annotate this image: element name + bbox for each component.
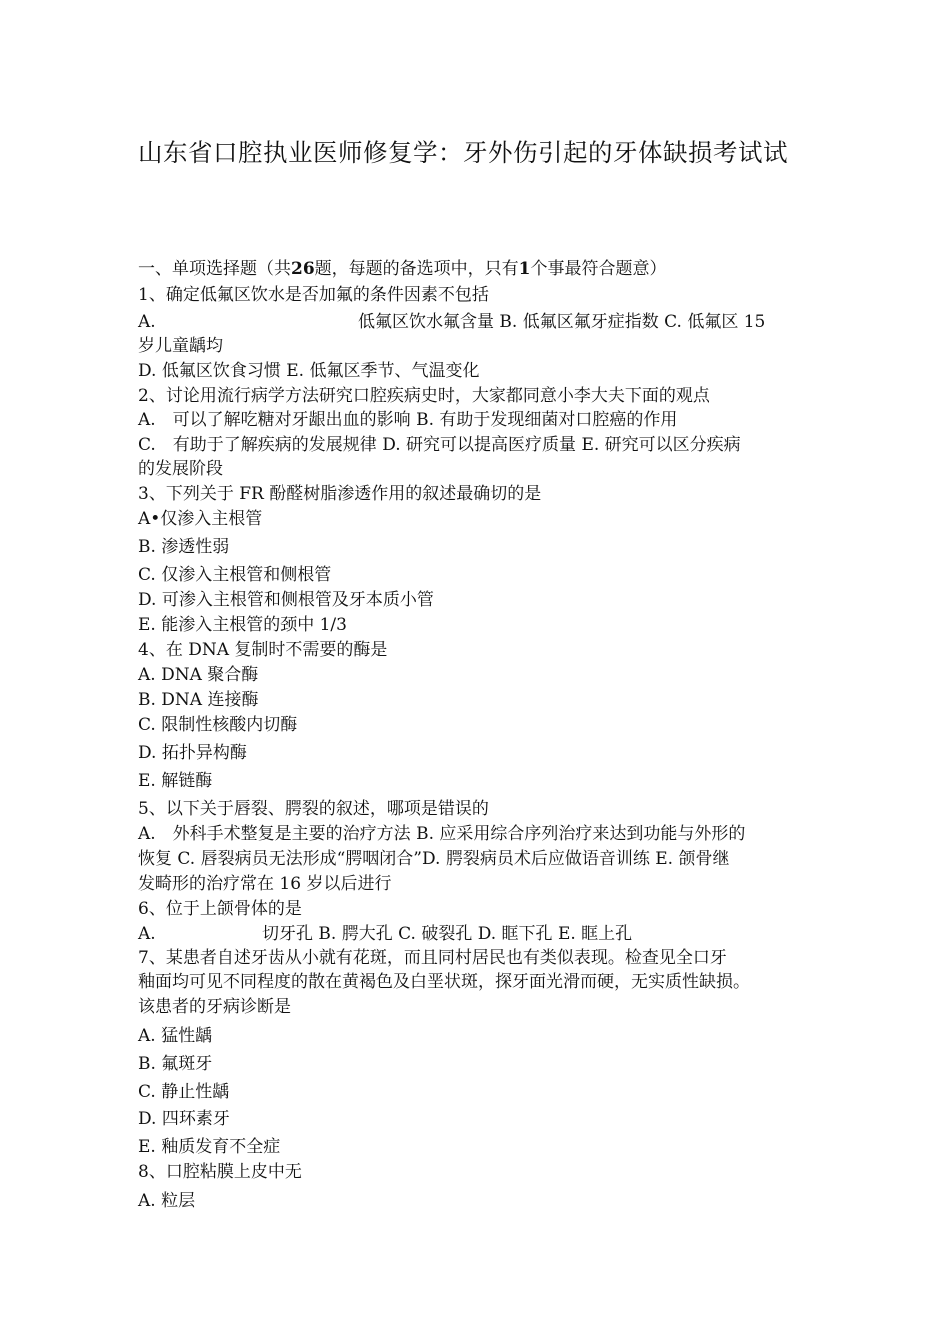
answer-count: 1 bbox=[518, 259, 531, 279]
option-line: 恢复 C. 唇裂病员无法形成“腭咽闭合”D. 腭裂病员术后应做语音训练 E. 颌骨继 bbox=[138, 849, 730, 869]
option-line: A•仅渗入主根管 bbox=[138, 509, 263, 529]
option-line: B. 渗透性弱 bbox=[138, 537, 230, 557]
question-2: 2、讨论用流行病学方法研究口腔疾病史时，大家都同意小李大夫下面的观点 bbox=[138, 386, 710, 406]
section-suffix: 个事最符合题意） bbox=[530, 259, 667, 279]
question-count: 26 bbox=[291, 259, 315, 279]
option-line: E. 釉质发育不全症 bbox=[138, 1137, 281, 1157]
option-line: B. DNA 连接酶 bbox=[138, 690, 259, 710]
option-line: B. 氟斑牙 bbox=[138, 1054, 213, 1074]
option-line: 发畸形的治疗常在 16 岁以后进行 bbox=[138, 874, 392, 894]
option-line: E. 能渗入主根管的颈中 1/3 bbox=[138, 615, 347, 635]
option-line: C. 有助于了解疾病的发展规律 D. 研究可以提高医疗质量 E. 研究可以区分疾病 bbox=[138, 435, 741, 455]
question-4: 4、在 DNA 复制时不需要的酶是 bbox=[138, 640, 388, 660]
option-line: D. 拓扑异构酶 bbox=[138, 743, 247, 763]
option-line: D. 四环素牙 bbox=[138, 1109, 230, 1129]
option-line: A. 猛性龋 bbox=[138, 1026, 213, 1046]
question-7-text: 该患者的牙病诊断是 bbox=[138, 997, 291, 1017]
option-line: 的发展阶段 bbox=[138, 459, 223, 479]
document-title: 山东省口腔执业医师修复学：牙外伤引起的牙体缺损考试试 bbox=[138, 138, 788, 167]
question-6: 6、位于上颌骨体的是 bbox=[138, 899, 302, 919]
option-line: C. 静止性龋 bbox=[138, 1082, 230, 1102]
question-1: 1、确定低氟区饮水是否加氟的条件因素不包括 bbox=[138, 285, 489, 305]
question-7-text: 釉面均可见不同程度的散在黄褐色及白垩状斑，探牙面光滑而硬，无实质性缺损。 bbox=[138, 972, 750, 992]
question-5: 5、以下关于唇裂、腭裂的叙述，哪项是错误的 bbox=[138, 799, 489, 819]
option-line: A. 可以了解吃糖对牙龈出血的影响 B. 有助于发现细菌对口腔癌的作用 bbox=[138, 410, 678, 430]
option-line: A. DNA 聚合酶 bbox=[138, 665, 259, 685]
section-heading bbox=[138, 258, 667, 280]
option-line: D. 低氟区饮食习惯 E. 低氟区季节、气温变化 bbox=[138, 361, 480, 381]
option-line: C. 限制性核酸内切酶 bbox=[138, 715, 298, 735]
option-line: A. bbox=[138, 312, 156, 332]
option-line: 低氟区饮水氟含量 B. 低氟区氟牙症指数 C. 低氟区 15 bbox=[358, 312, 766, 332]
question-8: 8、口腔粘膜上皮中无 bbox=[138, 1162, 302, 1182]
section-mid: 题，每题的备选项中，只有 bbox=[314, 259, 519, 279]
question-7: 7、某患者自述牙齿从小就有花斑，而且同村居民也有类似表现。检查见全口牙 bbox=[138, 948, 727, 968]
option-line: 岁儿童龋均 bbox=[138, 336, 223, 356]
option-line: A. 外科手术整复是主要的治疗方法 B. 应采用综合序列治疗来达到功能与外形的 bbox=[138, 824, 746, 844]
option-line: A. bbox=[138, 924, 156, 944]
option-line: A. 粒层 bbox=[138, 1191, 196, 1211]
option-line: C. 仅渗入主根管和侧根管 bbox=[138, 565, 332, 585]
option-line: 切牙孔 B. 腭大孔 C. 破裂孔 D. 眶下孔 E. 眶上孔 bbox=[262, 924, 633, 944]
option-line: E. 解链酶 bbox=[138, 771, 213, 791]
question-3: 3、下列关于 FR 酚醛树脂渗透作用的叙述最确切的是 bbox=[138, 484, 542, 504]
option-line: D. 可渗入主根管和侧根管及牙本质小管 bbox=[138, 590, 434, 610]
section-prefix: 一、单项选择题（共 bbox=[138, 259, 291, 279]
